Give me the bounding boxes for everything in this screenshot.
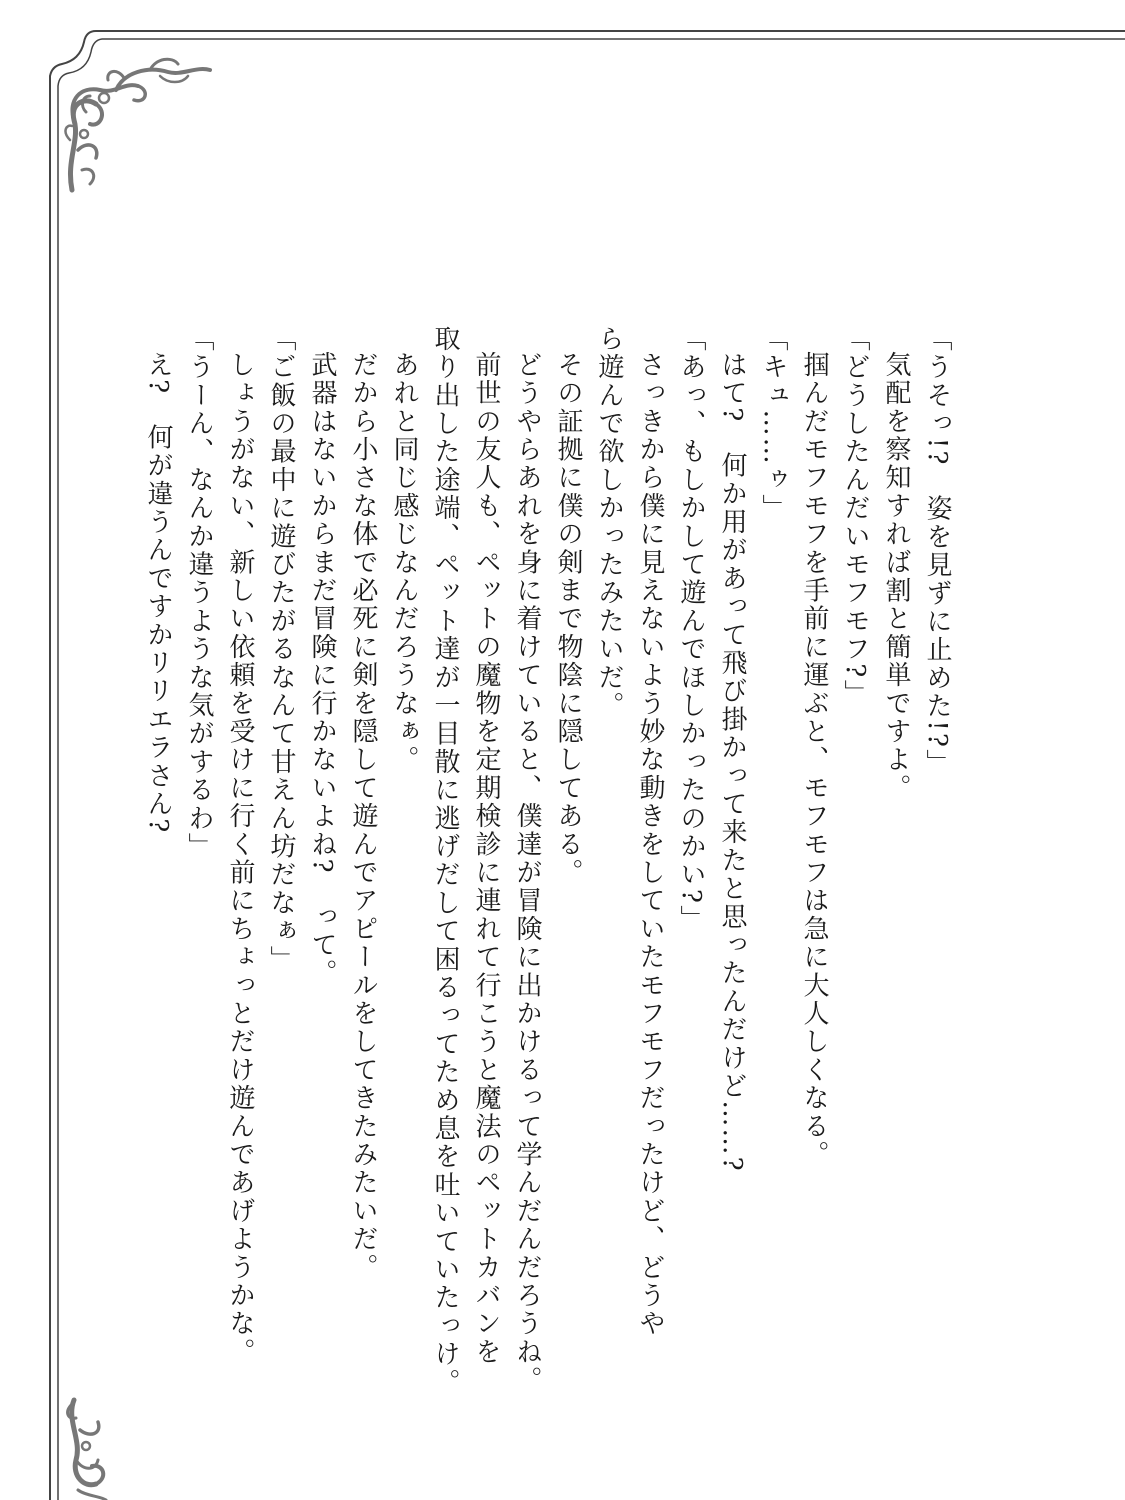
text-line: どうやらあれを身に着けていると、僕達が冒険に出かけるって学んだんだろうね。 (512, 351, 542, 1395)
text-line: 前世の友人も、ペットの魔物を定期検診に連れて行こうと魔法のペットカバンを (471, 351, 501, 1367)
text-line: その証拠に僕の剣まで物陰に隠してある。 (553, 351, 583, 887)
text-line: あれと同じ感じなんだろうなぁ。 (389, 351, 419, 774)
text-line: 掴んだモフモフを手前に運ぶと、モフモフは急に大人しくなる。 (799, 351, 829, 1169)
text-line: ら遊んで欲しかったみたいだ。 (594, 325, 624, 720)
text-line: 「キュ……ゥ」 (758, 325, 788, 523)
text-line: しょうがない、新しい依頼を受けに行く前にちょっとだけ遊んであげようかな。 (225, 351, 255, 1367)
text-line: 取り出した途端、ペット達が一目散に逃げだして困るってため息を吐いていたっけ。 (430, 325, 460, 1397)
text-line: はて? 何か用があって飛び掛かって来たと思ったんだけど……? (717, 351, 747, 1173)
text-line: 「うーん、なんか違うような気がするわ」 (184, 325, 214, 861)
text-line: 「ご飯の最中に遊びたがるなんて甘えん坊だなぁ」 (266, 325, 296, 974)
text-line: え? 何が違うんですかリリエラさん? (143, 351, 173, 835)
text-line: 武器はないからまだ冒険に行かないよね? って。 (307, 351, 337, 988)
text-line: 「うそっ!? 姿を見ずに止めた!?」 (922, 325, 952, 778)
corner-ornament-top-icon (66, 59, 210, 190)
text-line: 気配を察知すれば割と簡単ですよ。 (881, 351, 911, 803)
corner-ornament-bottom-icon (68, 1400, 106, 1500)
vertical-text-body (137, 325, 957, 1397)
text-line: だから小さな体で必死に剣を隠して遊んでアピールをしてきたみたいだ。 (348, 351, 378, 1282)
text-line: 「あっ、もしかして遊んでほしかったのかい?」 (676, 325, 706, 934)
text-line: さっきから僕に見えないよう妙な動きをしていたモフモフだったけど、どうや (635, 351, 665, 1338)
text-line: 「どうしたんだいモフモフ?」 (840, 325, 870, 708)
